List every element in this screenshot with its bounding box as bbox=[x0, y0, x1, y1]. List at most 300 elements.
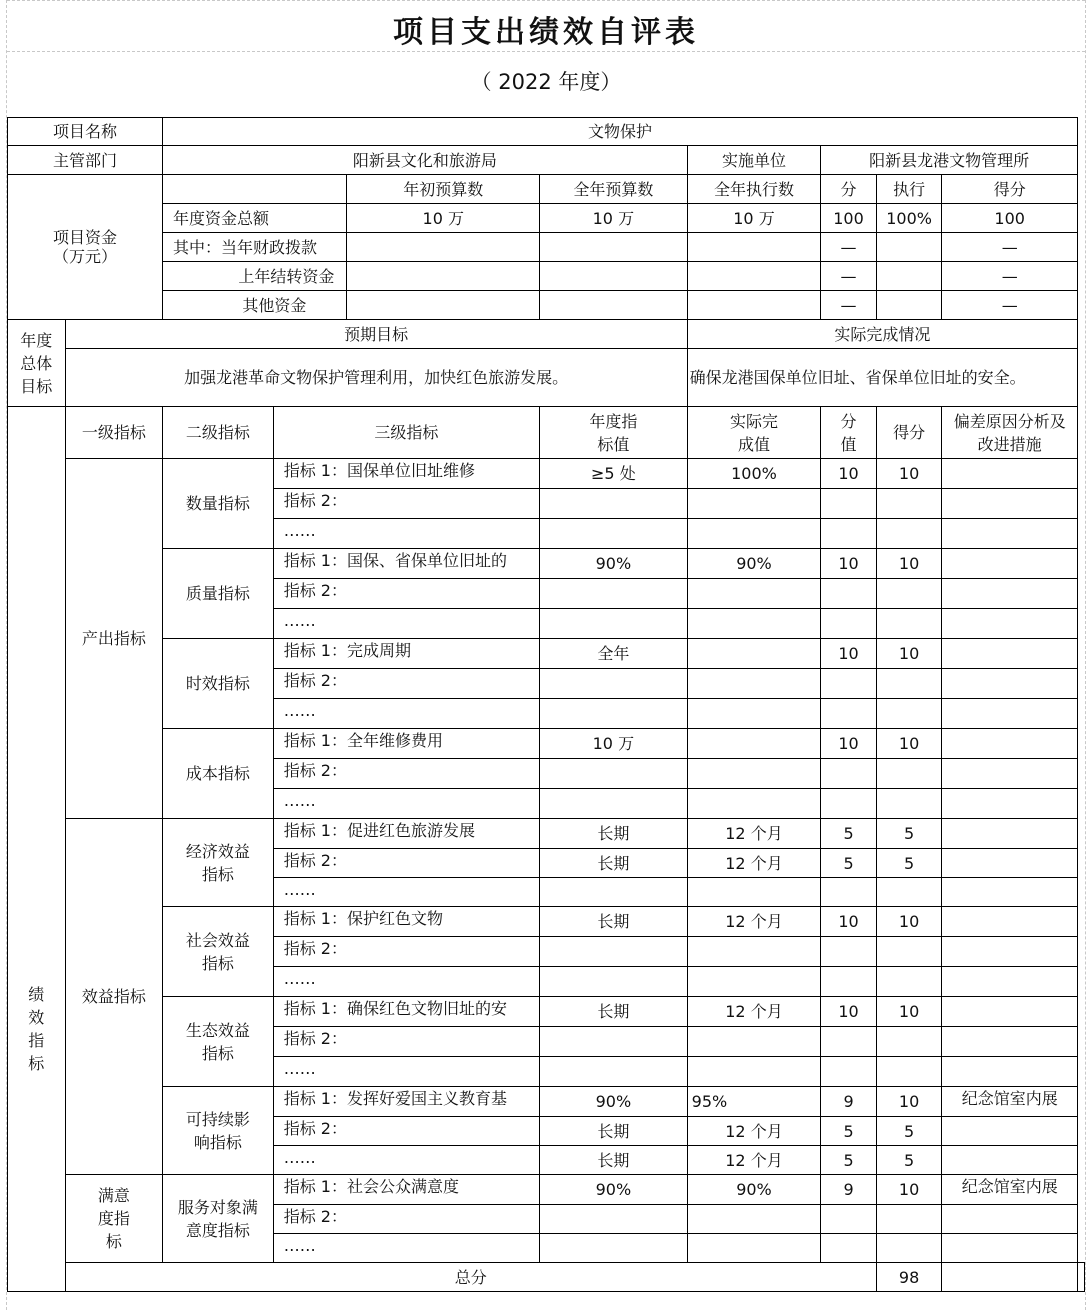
actual-value bbox=[687, 1117, 821, 1146]
perf-label bbox=[8, 407, 66, 1292]
funds-score-value: — bbox=[821, 291, 876, 320]
annual-goal-label-text: 年度总体目标 bbox=[20, 330, 53, 396]
level3-indicator-text: …… bbox=[283, 701, 316, 720]
level3-indicator-text: …… bbox=[283, 1059, 316, 1078]
funds-init bbox=[347, 291, 540, 320]
deviation-remark-text bbox=[945, 761, 1074, 782]
level3-indicator-text: 指标 2： bbox=[283, 761, 347, 780]
funds-score-value: — bbox=[821, 233, 876, 262]
year-label: （ 2022 年度） bbox=[470, 70, 622, 94]
score bbox=[876, 1027, 942, 1057]
target-value bbox=[540, 579, 688, 609]
deviation-remark bbox=[942, 729, 1078, 759]
score-value-text: 5 bbox=[843, 1121, 854, 1141]
level3-indicator bbox=[273, 519, 539, 549]
deviation-remark-text bbox=[945, 821, 1074, 842]
target-value-text: 长期 bbox=[597, 824, 630, 843]
score-value-text: 10 bbox=[838, 1002, 859, 1021]
deviation-remark-text bbox=[945, 491, 1074, 512]
actual-value bbox=[687, 759, 821, 789]
deviation-remark bbox=[942, 937, 1078, 967]
score bbox=[876, 549, 942, 579]
score-value bbox=[821, 849, 876, 878]
funds-header-score-value: 分 bbox=[821, 175, 876, 204]
funds-label-line2: （万元） bbox=[53, 247, 118, 266]
funds-corner-cell bbox=[163, 175, 347, 204]
level3-indicator-text: …… bbox=[283, 880, 316, 899]
funds-annual bbox=[540, 291, 688, 320]
funds-annual bbox=[540, 233, 688, 262]
deviation-remark bbox=[942, 1175, 1078, 1205]
level3-indicator bbox=[273, 997, 539, 1027]
deviation-remark-text bbox=[945, 461, 1074, 482]
funds-rate bbox=[876, 291, 942, 320]
target-value bbox=[540, 1175, 688, 1205]
level3-indicator bbox=[273, 759, 539, 789]
score-value bbox=[821, 1027, 876, 1057]
header-level1: 一级指标 bbox=[65, 407, 162, 459]
deviation-remark bbox=[942, 849, 1078, 878]
actual-value-text: 100% bbox=[731, 464, 777, 483]
score bbox=[876, 699, 942, 729]
score-value bbox=[821, 459, 876, 489]
funds-header-row bbox=[8, 175, 1085, 204]
deviation-remark bbox=[942, 967, 1078, 997]
level2-indicator-text: 成本指标 bbox=[185, 764, 250, 783]
deviation-remark bbox=[942, 609, 1078, 639]
funds-header-annual: 全年预算数 bbox=[540, 175, 688, 204]
indicator-row bbox=[8, 639, 1085, 669]
deviation-remark-text bbox=[945, 999, 1074, 1020]
target-value-text: 长期 bbox=[597, 1150, 630, 1170]
score bbox=[876, 1175, 942, 1205]
score-value bbox=[821, 729, 876, 759]
score-value bbox=[821, 669, 876, 699]
funds-score: — bbox=[942, 233, 1078, 262]
deviation-remark bbox=[942, 789, 1078, 819]
funds-row bbox=[8, 233, 1085, 262]
funds-init bbox=[347, 233, 540, 262]
score-value-text: 10 bbox=[838, 554, 859, 573]
level2-indicator bbox=[163, 907, 274, 997]
actual-value bbox=[687, 729, 821, 759]
target-value bbox=[540, 878, 688, 907]
actual-value-text: 12 个月 bbox=[725, 1002, 783, 1021]
score-value bbox=[821, 699, 876, 729]
deviation-remark bbox=[942, 1146, 1078, 1175]
level3-indicator-text: …… bbox=[283, 1148, 316, 1167]
funds-row-label: 其中：当年财政拨款 bbox=[163, 233, 347, 262]
expected-goal-text: 加强龙港革命文物保护管理利用，加快红色旅游发展。 bbox=[65, 349, 687, 407]
funds-label-line1: 项目资金 bbox=[53, 228, 118, 247]
target-value bbox=[540, 549, 688, 579]
level3-indicator-text: 指标 1：发挥好爱国主义教育基 bbox=[283, 1089, 507, 1108]
score-text: 5 bbox=[903, 1150, 915, 1170]
level3-indicator bbox=[273, 639, 539, 669]
level3-indicator bbox=[273, 907, 539, 937]
target-value bbox=[540, 907, 688, 937]
funds-label bbox=[8, 175, 163, 320]
level2-indicator-text: 生态效益指标 bbox=[185, 1020, 250, 1063]
actual-value bbox=[687, 849, 821, 878]
actual-value-text: 12 个月 bbox=[725, 824, 783, 843]
evaluation-table bbox=[7, 117, 1085, 1292]
funds-exec bbox=[687, 233, 821, 262]
indicator-row bbox=[8, 1087, 1085, 1117]
level3-indicator bbox=[273, 1057, 539, 1087]
deviation-remark-text bbox=[945, 909, 1074, 930]
dept-value: 阳新县文化和旅游局 bbox=[163, 146, 688, 175]
target-value bbox=[540, 1205, 688, 1234]
deviation-remark bbox=[942, 759, 1078, 789]
score bbox=[876, 1087, 942, 1117]
funds-row-label: 其他资金 bbox=[163, 291, 347, 320]
level3-indicator bbox=[273, 1234, 539, 1263]
level3-indicator bbox=[273, 459, 539, 489]
target-value bbox=[540, 639, 688, 669]
deviation-remark-text bbox=[945, 551, 1074, 572]
funds-score-value: 100 bbox=[821, 204, 876, 233]
dept-row bbox=[8, 146, 1085, 175]
level3-indicator-text: …… bbox=[283, 969, 316, 988]
deviation-remark bbox=[942, 1205, 1078, 1234]
actual-value bbox=[687, 1057, 821, 1087]
actual-value bbox=[687, 907, 821, 937]
level3-indicator bbox=[273, 729, 539, 759]
funds-exec bbox=[687, 262, 821, 291]
indicator-row bbox=[8, 907, 1085, 937]
score-value-text: 5 bbox=[843, 824, 854, 843]
score-value-text: 5 bbox=[843, 1150, 854, 1170]
target-value-text: ≥5 处 bbox=[591, 464, 636, 483]
project-name-value: 文物保护 bbox=[163, 118, 1078, 146]
score-value bbox=[821, 639, 876, 669]
deviation-remark-text bbox=[945, 1207, 1074, 1228]
level2-indicator bbox=[163, 459, 274, 549]
page-title: 项目支出绩效自评表 bbox=[393, 15, 699, 50]
level3-indicator bbox=[273, 1027, 539, 1057]
target-value bbox=[540, 1146, 688, 1175]
target-value-text: 全年 bbox=[597, 644, 630, 663]
score-text: 10 bbox=[898, 554, 920, 573]
target-value bbox=[540, 1117, 688, 1146]
deviation-remark-text bbox=[945, 1119, 1074, 1140]
score bbox=[876, 759, 942, 789]
deviation-remark bbox=[942, 1234, 1078, 1263]
header-target-text: 年度指标值 bbox=[589, 411, 638, 454]
level3-indicator-text: 指标 2： bbox=[283, 939, 347, 958]
level3-indicator bbox=[273, 609, 539, 639]
deviation-remark-text bbox=[945, 1236, 1074, 1257]
funds-exec bbox=[687, 291, 821, 320]
score bbox=[876, 489, 942, 519]
header-remark bbox=[942, 407, 1078, 459]
funds-init bbox=[347, 262, 540, 291]
funds-score: 100 bbox=[942, 204, 1078, 233]
funds-header-init: 年初预算数 bbox=[347, 175, 540, 204]
target-value bbox=[540, 1087, 688, 1117]
target-value bbox=[540, 849, 688, 878]
score-value bbox=[821, 1087, 876, 1117]
level3-indicator bbox=[273, 849, 539, 878]
actual-value bbox=[687, 1205, 821, 1234]
deviation-remark-text bbox=[945, 1029, 1074, 1050]
score-value bbox=[821, 907, 876, 937]
score bbox=[876, 907, 942, 937]
score-value bbox=[821, 1175, 876, 1205]
target-value bbox=[540, 669, 688, 699]
level2-indicator bbox=[163, 819, 274, 907]
level2-indicator-text: 经济效益指标 bbox=[185, 841, 250, 884]
level2-indicator bbox=[163, 997, 274, 1087]
score-value bbox=[821, 579, 876, 609]
deviation-remark-text bbox=[945, 611, 1074, 632]
actual-value-text: 90% bbox=[736, 1180, 772, 1199]
level2-indicator-text: 数量指标 bbox=[185, 494, 250, 513]
indicator-row bbox=[8, 729, 1085, 759]
actual-value-text: 12 个月 bbox=[725, 912, 783, 931]
total-score: 98 bbox=[876, 1263, 942, 1292]
level3-indicator-text: …… bbox=[283, 521, 316, 540]
project-name-label: 项目名称 bbox=[8, 118, 163, 146]
target-value-text: 长期 bbox=[597, 1002, 630, 1021]
actual-value bbox=[687, 459, 821, 489]
deviation-remark bbox=[942, 1087, 1078, 1117]
actual-value bbox=[687, 699, 821, 729]
level3-indicator-text: …… bbox=[283, 791, 316, 810]
form-sheet bbox=[6, 0, 1086, 1310]
impl-unit-value: 阳新县龙港文物管理所 bbox=[821, 146, 1078, 175]
level3-indicator bbox=[273, 1205, 539, 1234]
level3-indicator-text: 指标 2： bbox=[283, 1029, 347, 1048]
score-value bbox=[821, 489, 876, 519]
deviation-remark bbox=[942, 907, 1078, 937]
level3-indicator bbox=[273, 937, 539, 967]
actual-value bbox=[687, 519, 821, 549]
funds-row-label: 上年结转资金 bbox=[163, 262, 347, 291]
score-text: 10 bbox=[898, 464, 920, 483]
score-value bbox=[821, 759, 876, 789]
score-value bbox=[821, 519, 876, 549]
level3-indicator bbox=[273, 669, 539, 699]
score-value bbox=[821, 878, 876, 907]
score bbox=[876, 609, 942, 639]
level3-indicator-text: 指标 1：保护红色文物 bbox=[283, 909, 443, 928]
total-remark-blank bbox=[1078, 1263, 1085, 1292]
level3-indicator bbox=[273, 1175, 539, 1205]
funds-rate bbox=[876, 233, 942, 262]
level3-indicator-text: 指标 2： bbox=[283, 581, 347, 600]
score bbox=[876, 937, 942, 967]
actual-value bbox=[687, 1087, 821, 1117]
actual-value-text: 12 个月 bbox=[725, 1121, 783, 1141]
level3-indicator-text: 指标 1：全年维修费用 bbox=[283, 731, 443, 750]
target-value-text: 长期 bbox=[597, 853, 630, 873]
level2-indicator-text: 可持续影响指标 bbox=[185, 1109, 250, 1152]
level3-indicator bbox=[273, 1087, 539, 1117]
project-name-row bbox=[8, 118, 1085, 146]
level3-indicator bbox=[273, 819, 539, 849]
funds-row bbox=[8, 262, 1085, 291]
score-value bbox=[821, 819, 876, 849]
score bbox=[876, 669, 942, 699]
score-text: 10 bbox=[898, 1092, 920, 1111]
score-text: 5 bbox=[903, 853, 915, 873]
actual-value bbox=[687, 639, 821, 669]
score-text: 10 bbox=[898, 1180, 920, 1199]
deviation-remark-text bbox=[945, 1059, 1074, 1080]
actual-value bbox=[687, 878, 821, 907]
header-actual bbox=[687, 407, 821, 459]
actual-value-text: 90% bbox=[736, 554, 772, 573]
level3-indicator-text: 指标 1：促进红色旅游发展 bbox=[283, 821, 475, 840]
level1-indicator-text: 满意度指标 bbox=[97, 1186, 130, 1251]
level3-indicator-text: 指标 2： bbox=[283, 1119, 347, 1138]
header-level2: 二级指标 bbox=[163, 407, 274, 459]
target-value bbox=[540, 997, 688, 1027]
deviation-remark-text bbox=[945, 969, 1074, 990]
score-value-text: 9 bbox=[843, 1180, 854, 1199]
expected-goal-header: 预期目标 bbox=[65, 320, 687, 349]
target-value bbox=[540, 1234, 688, 1263]
level1-indicator bbox=[65, 819, 162, 1175]
actual-value bbox=[687, 937, 821, 967]
target-value bbox=[540, 937, 688, 967]
funds-init: 10 万 bbox=[347, 204, 540, 233]
deviation-remark bbox=[942, 519, 1078, 549]
deviation-remark bbox=[942, 878, 1078, 907]
dept-label: 主管部门 bbox=[8, 146, 163, 175]
actual-value bbox=[687, 579, 821, 609]
score-text: 10 bbox=[898, 1002, 920, 1021]
target-value bbox=[540, 1027, 688, 1057]
funds-row-label: 年度资金总额 bbox=[163, 204, 347, 233]
indicator-row bbox=[8, 1175, 1085, 1205]
funds-row bbox=[8, 204, 1085, 233]
score-value bbox=[821, 997, 876, 1027]
goals-header-row bbox=[8, 320, 1085, 349]
score-value bbox=[821, 1205, 876, 1234]
actual-value bbox=[687, 789, 821, 819]
score bbox=[876, 967, 942, 997]
level1-indicator-text: 产出指标 bbox=[81, 629, 146, 648]
actual-value bbox=[687, 549, 821, 579]
actual-value bbox=[687, 1027, 821, 1057]
level3-indicator-text: 指标 1：国保单位旧址维修 bbox=[283, 461, 475, 480]
actual-goal-text: 确保龙港国保单位旧址、省保单位旧址的安全。 bbox=[687, 349, 1077, 407]
level2-indicator-text: 质量指标 bbox=[185, 584, 250, 603]
score bbox=[876, 849, 942, 878]
level1-indicator bbox=[65, 1175, 162, 1263]
funds-header-exec: 全年执行数 bbox=[687, 175, 821, 204]
goals-content-row bbox=[8, 349, 1085, 407]
score bbox=[876, 819, 942, 849]
indicator-row bbox=[8, 819, 1085, 849]
score bbox=[876, 1057, 942, 1087]
deviation-remark-text bbox=[945, 880, 1074, 901]
level3-indicator-text: 指标 2： bbox=[283, 671, 347, 690]
score bbox=[876, 878, 942, 907]
level2-indicator-text: 时效指标 bbox=[185, 674, 250, 693]
level3-indicator bbox=[273, 1146, 539, 1175]
score bbox=[876, 1117, 942, 1146]
score-text: 5 bbox=[903, 1121, 915, 1141]
level3-indicator bbox=[273, 579, 539, 609]
score-value bbox=[821, 549, 876, 579]
actual-value-text: 95% bbox=[691, 1092, 728, 1111]
level2-indicator bbox=[163, 729, 274, 819]
level2-indicator bbox=[163, 639, 274, 729]
indicator-row bbox=[8, 549, 1085, 579]
deviation-remark bbox=[942, 1057, 1078, 1087]
target-value-text: 90% bbox=[595, 1092, 632, 1111]
target-value bbox=[540, 1057, 688, 1087]
funds-rate bbox=[876, 262, 942, 291]
funds-score: — bbox=[942, 291, 1078, 320]
deviation-remark-text bbox=[945, 581, 1074, 602]
annual-goal-label bbox=[8, 320, 66, 407]
score-text: 5 bbox=[903, 824, 915, 843]
level3-indicator-text: 指标 2： bbox=[283, 851, 347, 870]
score bbox=[876, 997, 942, 1027]
actual-value bbox=[687, 819, 821, 849]
target-value bbox=[540, 819, 688, 849]
level3-indicator bbox=[273, 699, 539, 729]
level2-indicator-text: 社会效益指标 bbox=[185, 930, 250, 973]
score-value bbox=[821, 1117, 876, 1146]
deviation-remark-text bbox=[945, 641, 1074, 662]
actual-value bbox=[687, 1175, 821, 1205]
score-text: 10 bbox=[898, 734, 920, 753]
header-remark-text: 偏差原因分析及改进措施 bbox=[953, 411, 1066, 454]
header-score: 得分 bbox=[876, 407, 942, 459]
level3-indicator-text: 指标 2： bbox=[283, 491, 347, 510]
target-value bbox=[540, 609, 688, 639]
level1-indicator-text: 效益指标 bbox=[81, 987, 146, 1006]
score-value-text: 10 bbox=[838, 912, 859, 931]
score-text: 10 bbox=[898, 644, 920, 663]
actual-value bbox=[687, 967, 821, 997]
score-value-text: 10 bbox=[838, 644, 859, 663]
header-level3: 三级指标 bbox=[273, 407, 539, 459]
funds-rate: 100% bbox=[876, 204, 942, 233]
level3-indicator-text: 指标 1：国保、省保单位旧址的 bbox=[283, 551, 507, 570]
deviation-remark bbox=[942, 489, 1078, 519]
funds-header-score: 得分 bbox=[942, 175, 1078, 204]
score bbox=[876, 1146, 942, 1175]
score-value bbox=[821, 1146, 876, 1175]
score-text: 10 bbox=[898, 912, 920, 931]
funds-annual bbox=[540, 262, 688, 291]
target-value-text: 长期 bbox=[597, 1121, 630, 1141]
total-row bbox=[8, 1263, 1085, 1292]
header-value bbox=[821, 407, 876, 459]
actual-value-text: 12 个月 bbox=[725, 1150, 783, 1170]
deviation-remark-text bbox=[945, 521, 1074, 542]
funds-header-rate: 执行 bbox=[876, 175, 942, 204]
score-value bbox=[821, 609, 876, 639]
actual-value bbox=[687, 489, 821, 519]
score bbox=[876, 789, 942, 819]
target-value-text: 90% bbox=[595, 1180, 632, 1199]
score bbox=[876, 1205, 942, 1234]
total-score-blank bbox=[942, 1263, 1078, 1292]
deviation-remark bbox=[942, 819, 1078, 849]
funds-score-value: — bbox=[821, 262, 876, 291]
level2-indicator bbox=[163, 1087, 274, 1175]
target-value bbox=[540, 759, 688, 789]
deviation-remark bbox=[942, 669, 1078, 699]
